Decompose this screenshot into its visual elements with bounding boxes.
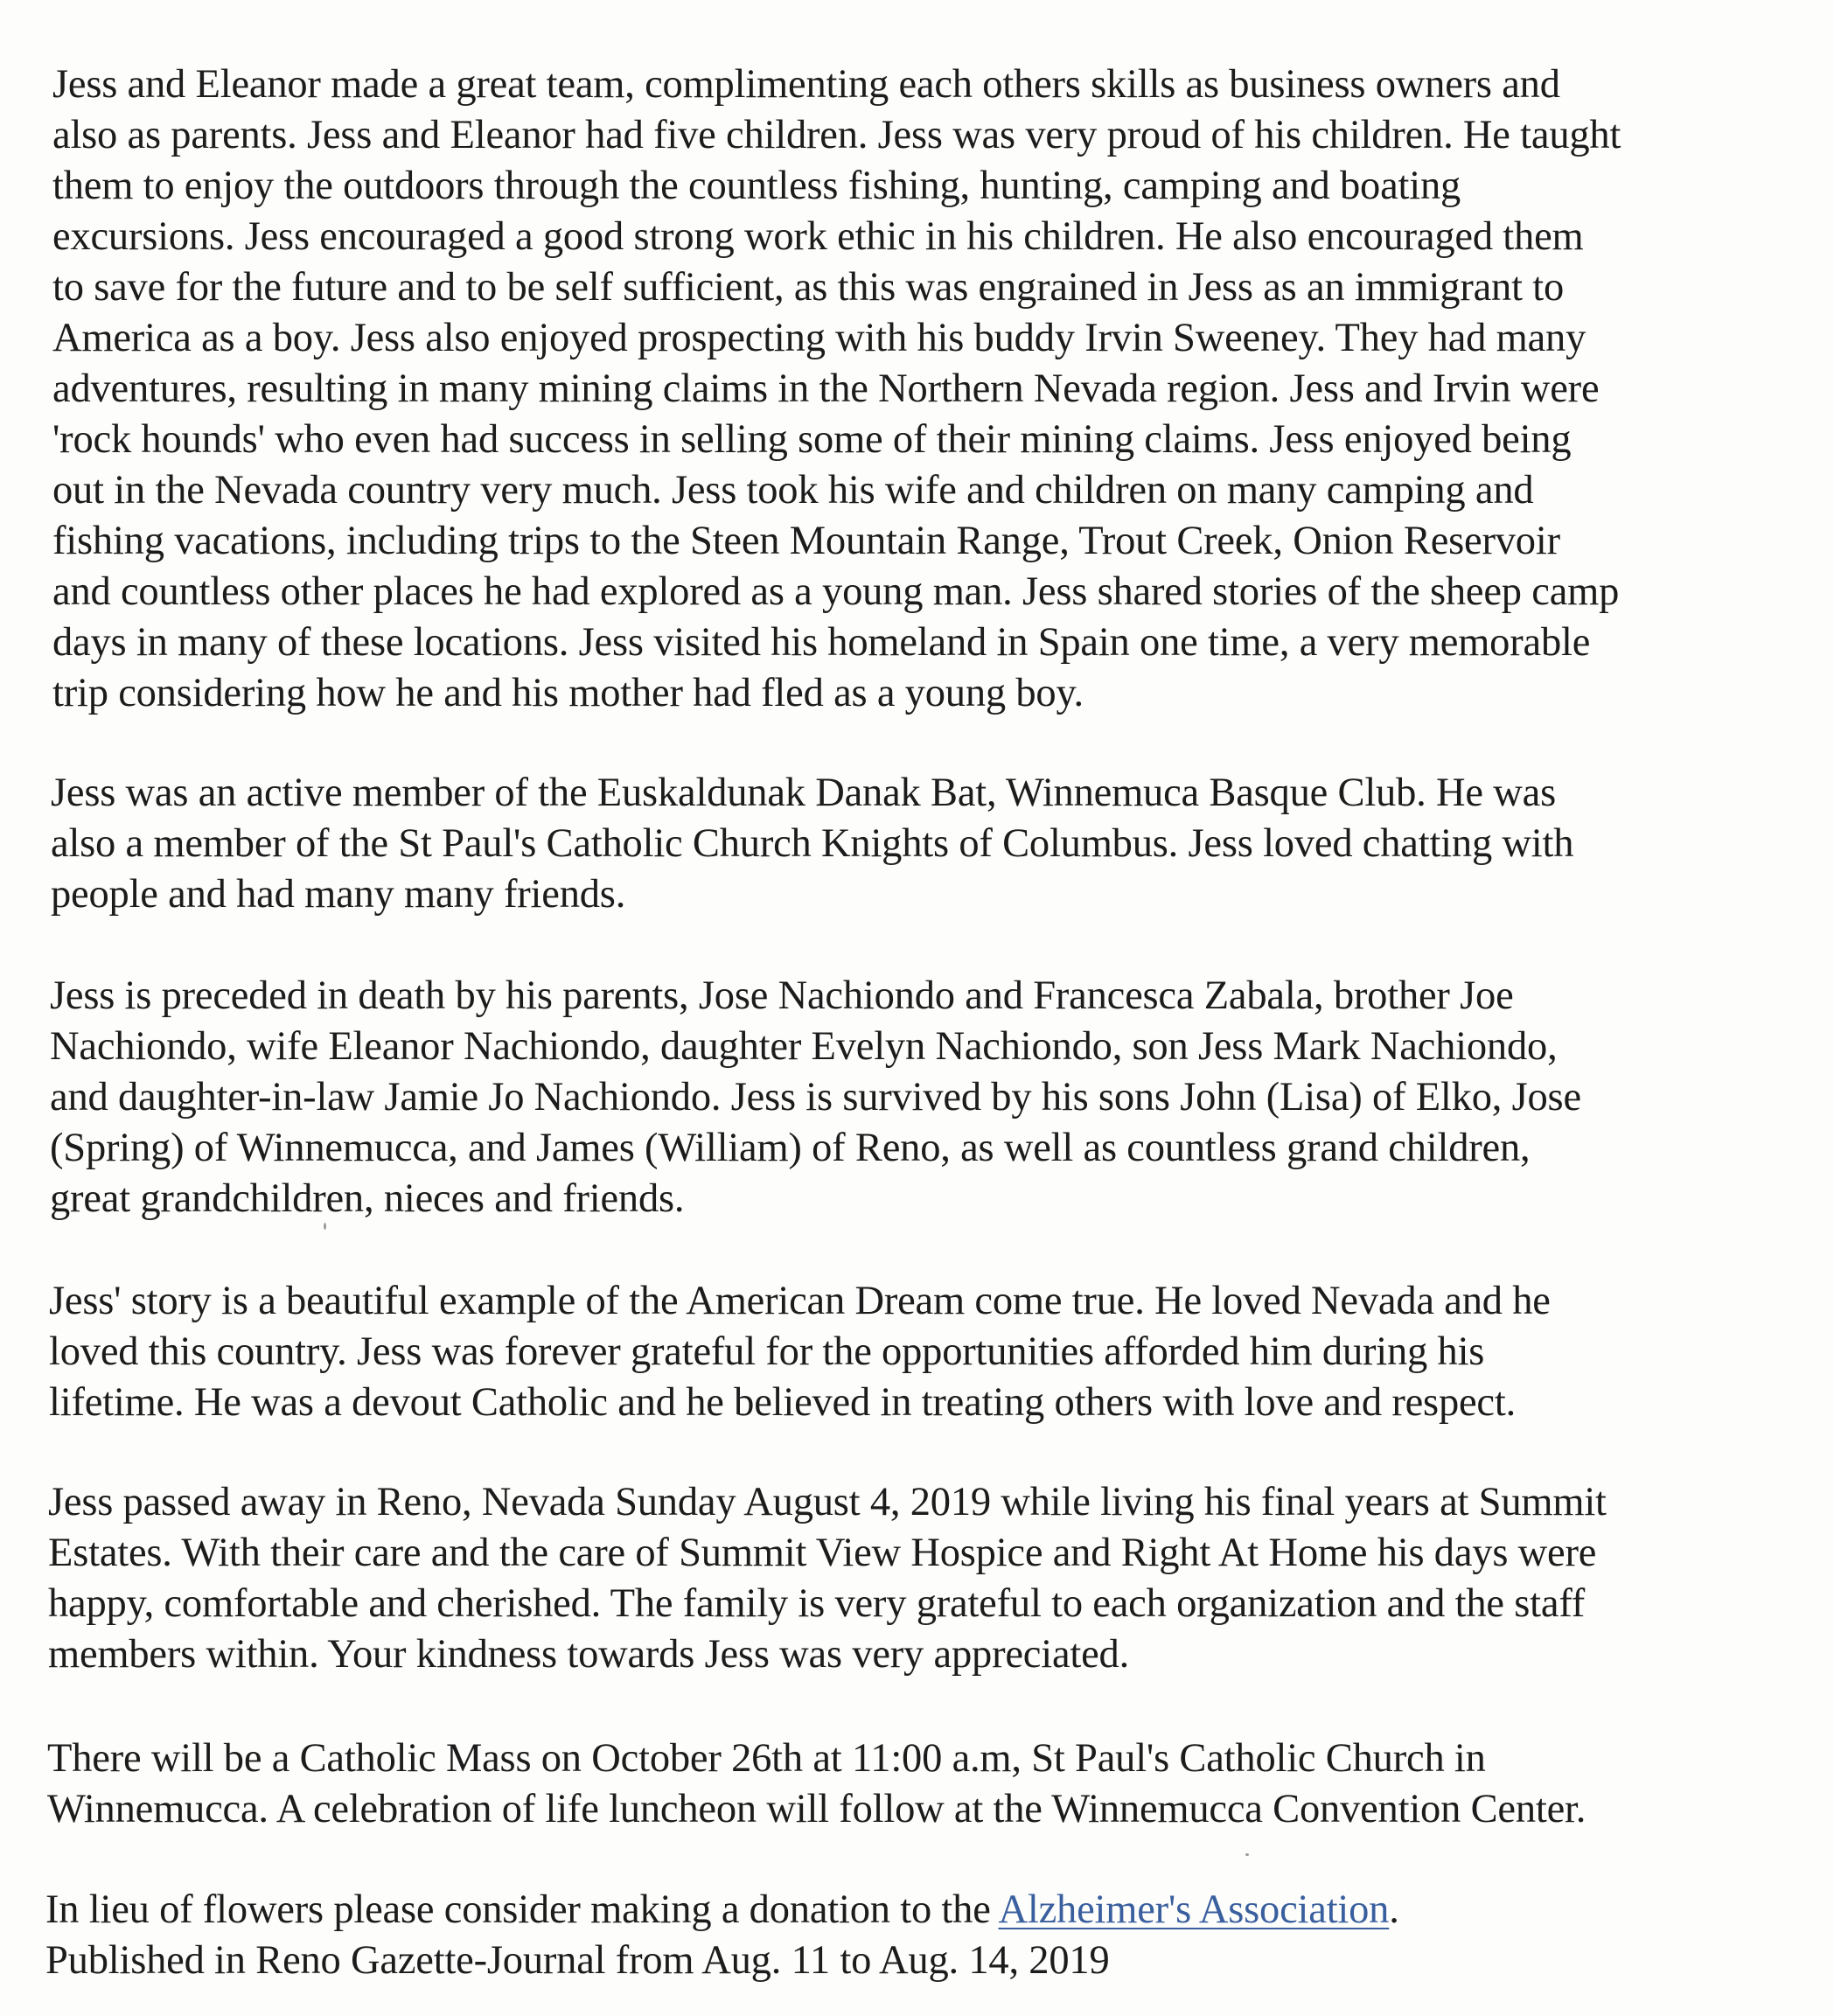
publication-line: Published in Reno Gazette-Journal from Aug. 11 to Aug. 14, 2019 — [45, 1938, 1110, 1983]
paragraph-american-dream: Jess' story is a beautiful example of the American Dream come true. He loved Nevada and he loved this country. Jess was forever grateful for the opportunities afforded him during his lifetime. He was a devout Catholic and he believed in treating others with love and respect. — [49, 1279, 1551, 1425]
paragraph-memberships: Jess was an active member of the Euskaldunak Danak Bat, Winnemuca Basque Club. He was also a member of the St Paul's Catholic Church Knights of Columbus. Jess loved chatting with people and had many many friends. — [51, 771, 1574, 917]
paragraph-survivors: Jess is preceded in death by his parents, Jose Nachiondo and Francesca Zabala, brother Joe Nachiondo, wife Eleanor Nachiondo, daughter Evelyn Nachiondo, son Jess Mark Nachiondo, and daughter-in-law Jamie Jo Nachiondo. Jess is survived by his sons John (Lisa) of Elko, Jose (Spring) of Winnemucca, and James (William) of Reno, as well as countless grand children, great grandchildren, nieces and friends. — [50, 973, 1581, 1221]
paragraph-passing: Jess passed away in Reno, Nevada Sunday August 4, 2019 while living his final years at Summit Estates. With their care and the care of Summit View Hospice and Right At Home his days were happy, comfortable and cherished. The family is very grateful to each organization and the staff members within. Your kindness towards Jess was very appreciated. — [48, 1480, 1607, 1677]
paragraph-services: There will be a Catholic Mass on October 26th at 11:00 a.m, St Paul's Catholic Church in Winnemucca. A celebration of life luncheon will follow at the Winnemucca Convention Center. — [47, 1736, 1586, 1831]
donation-text: In lieu of flowers please consider making a donation to the — [45, 1887, 999, 1932]
scan-speck — [324, 1223, 326, 1230]
paragraph-family-life: Jess and Eleanor made a great team, complimenting each others skills as business owners and also as parents. Jess and Eleanor had five children. Jess was very proud of his children. He taught them to enjoy the outdoors through the countless fishing, hunting, camping and boating excursions. Jess encouraged a good strong work ethic in his children. He also encouraged them to save for the future and to be self sufficient, as this was engrained in Jess as an immigrant to America as a boy. Jess also enjoyed prospecting with his buddy Irvin Sweeney. They had many adventures, resulting in many mining claims in the Northern Nevada region. Jess and Irvin were 'rock hounds' who even had success in selling some of their mining claims. Jess enjoyed being out in the Nevada country very much. Jess took his wife and children on many camping and fishing vacations, including trips to the Steen Mountain Range, Trout Creek, Onion Reservoir and countless other places he had explored as a young man. Jess shared stories of the sheep camp days in many of these locations. Jess visited his homeland in Spain one time, a very memorable trip considering how he and his mother had fled as a young boy. — [52, 62, 1621, 715]
alzheimers-association-link[interactable]: Alzheimer's Association — [998, 1887, 1390, 1932]
scan-speck — [1245, 1853, 1249, 1856]
closing-block — [45, 1885, 1786, 1986]
donation-period: . — [1389, 1887, 1399, 1932]
